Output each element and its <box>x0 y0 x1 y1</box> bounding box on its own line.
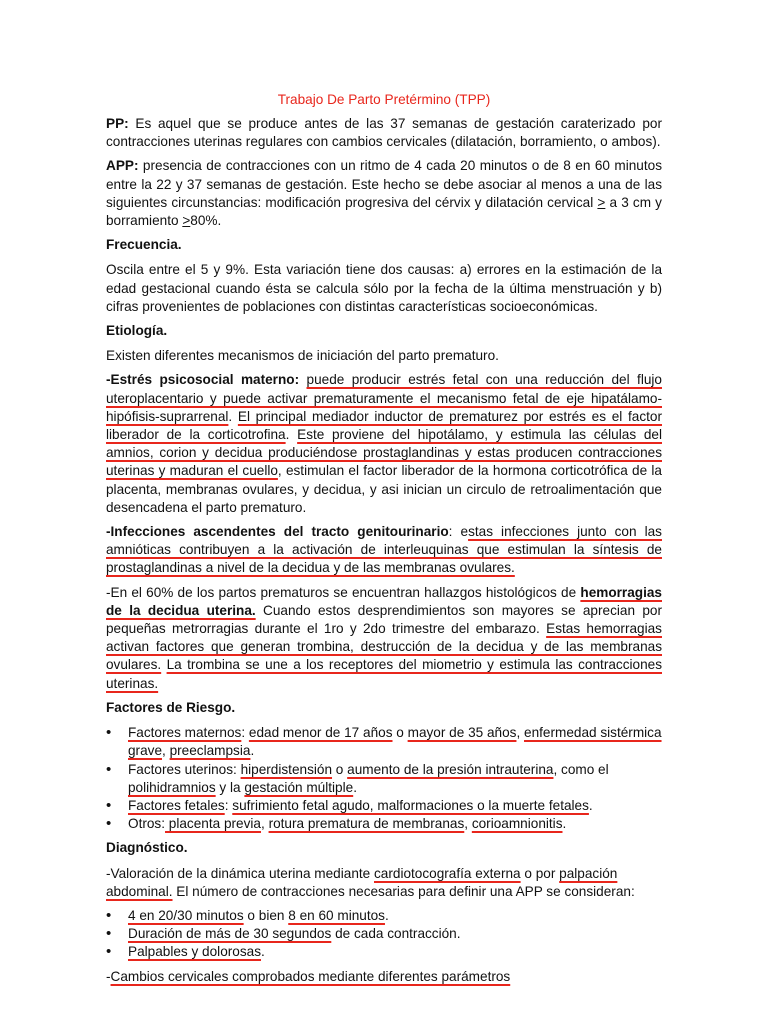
underlined-text: placenta previa <box>165 816 261 832</box>
text-span: , como el <box>553 761 609 777</box>
underlined-text: gestación múltiple <box>244 779 354 795</box>
underlined-text: Palpables y dolorosas <box>128 944 261 960</box>
list-item <box>128 925 662 943</box>
underlined-text: cardiotocografía externa <box>374 865 521 881</box>
underlined-text: mayor de 35 años <box>407 725 517 741</box>
underlined-text: hiperdistensión <box>240 761 333 777</box>
ge-symbol: > <box>182 213 191 229</box>
list-item <box>128 815 662 833</box>
pp-text: Es aquel que se produce antes de las 37 semanas de gestación caraterizado por contracciones uterinas regulares con cambios cervicales (dilatación, borramiento, o ambos). <box>106 116 662 150</box>
list-item <box>128 761 662 797</box>
diagnostico-list <box>106 907 662 962</box>
text-span: El número de contracciones necesarias para definir una APP se consideran: <box>172 883 635 899</box>
app-text: 80%. <box>190 213 222 229</box>
text-span: de cada contracción. <box>331 926 461 942</box>
text-span <box>299 372 306 387</box>
list-item <box>128 724 662 760</box>
underlined-text: aumento de la presión intrauterina <box>347 761 554 777</box>
app-text: presencia de contracciones con un ritmo de 4 cada 20 minutos o de 8 en 60 minutos entre la 22 y 37 semanas de gestación. Este hecho se debe asociar al menos a una de las siguientes circunstancias: modificación progresiva del cérvix y dilatación cervical <box>106 158 662 210</box>
text-span: y la <box>215 779 245 795</box>
underlined-text: palpación abdominal. <box>106 865 618 899</box>
hemorragias-bold: hemorragias de la decidua uterina. <box>106 584 662 618</box>
text-span: , <box>464 816 472 832</box>
underlined-text: polihidramnios <box>128 779 216 795</box>
infecciones-label: -Infecciones ascendentes del tracto genitourinario <box>106 524 449 540</box>
app-label: APP: <box>106 158 139 174</box>
estres-label: -Estrés psicosocial materno: <box>106 372 300 388</box>
frecuencia-heading: Frecuencia. <box>106 237 182 253</box>
list-item <box>128 907 662 925</box>
list-item <box>128 943 662 961</box>
underlined-text: Factores fetales <box>128 797 225 813</box>
text-span: Otros: <box>128 816 166 832</box>
text-span: . <box>228 408 238 424</box>
text-span: , <box>261 816 269 832</box>
app-text: a 3 cm y borramiento <box>106 194 662 229</box>
text-span: o bien <box>243 907 289 923</box>
text-span: o <box>332 761 348 777</box>
document-title: Trabajo De Parto Pretérmino (TPP) <box>277 92 491 107</box>
text-span: o por <box>520 865 560 881</box>
app-definition <box>106 157 662 230</box>
text-span: - <box>106 968 111 984</box>
ge-symbol: > <box>597 194 606 210</box>
underlined-text: sufrimiento fetal agudo, malformaciones o la muerte fetales <box>232 797 589 813</box>
underlined-text: Factores maternos <box>128 725 242 741</box>
diagnostico-heading: Diagnóstico. <box>106 840 188 856</box>
text-span: : e <box>448 524 469 540</box>
text-span: , estimulan el factor liberador de la hormona corticotrófica de la placenta, membranas ovulares, y decidua, y asi inician un circulo de retroalimentación que desencadena el parto prematuro. <box>106 463 662 515</box>
underlined-text: Cambios cervicales comprobados mediante diferentes parámetros <box>110 968 511 984</box>
frecuencia-text: Oscila entre el 5 y 9%. Esta variación tiene dos causas: a) errores en la estimación de la edad gestacional cuando ésta se calcula sólo por la fecha de la última menstruación y b) cifras provenientes de poblaciones con distintas características socioeconómicas. <box>106 262 662 314</box>
text-span: . <box>285 427 298 443</box>
etiologia-heading: Etiología. <box>106 323 168 339</box>
pp-definition <box>106 115 662 151</box>
underlined-text: 8 en 60 minutos <box>288 907 385 923</box>
text-span: Cuando estos desprendimientos son mayores se aprecian por pequeñas metrorragias durante el 1ro y 2do trimestre del embarazo. <box>106 602 662 637</box>
underlined-text: Estas hemorragias activan factores que generan trombina, destrucción de la decidua y de las membranas ovulares. <box>106 621 662 673</box>
underlined-text: El principal mediador inductor de prematurez por estrés es el factor liberador de la corticotrofina <box>106 408 662 443</box>
text-span: . <box>588 797 593 813</box>
underlined-text: 4 en 20/30 minutos <box>128 907 244 923</box>
text-span: . <box>562 816 567 832</box>
text-span: . <box>384 907 389 923</box>
underlined-text: enfermedad sistérmica grave <box>128 725 662 759</box>
text-span: o <box>392 725 408 741</box>
text-span: , <box>162 743 170 759</box>
list-item <box>128 797 662 815</box>
pp-label: PP: <box>106 116 129 131</box>
underlined-text: puede producir estrés fetal con una reducción del flujo uteroplacentario y puede activar prematuramente el mecanismo fetal de eje hipatálamo-hipófisis-suprarrenal <box>106 372 662 424</box>
underlined-text: edad menor de 17 años <box>248 725 393 741</box>
underlined-text: rotura prematura de membranas <box>268 816 465 832</box>
text-span: . <box>250 743 255 759</box>
text-span: : <box>241 725 249 741</box>
underlined-text: preeclampsia <box>169 743 251 759</box>
text-span: -Valoración de la dinámica uterina mediante <box>106 865 374 881</box>
estres-paragraph <box>106 371 662 517</box>
infecciones-paragraph <box>106 523 662 578</box>
underlined-text: Este proviene del hipotálamo, y estimula las células del amnios, corion y decidua produciéndose prostaglandinas y estas producen contracciones uterinas y maduran el cuello <box>106 427 662 479</box>
text-span: Factores uterinos: <box>128 761 241 777</box>
underlined-text: La trombina se une a los receptores del miometrio y estimula las contracciones uterinas. <box>106 657 662 691</box>
text-span: , <box>516 725 525 741</box>
underlined-text: stas infecciones junto con las amnióticas contribuyen a la activación de interleuquinas que estimulan la síntesis de prostaglandinas a nivel de la decidua y de las membranas ovulares. <box>106 524 662 576</box>
etiologia-intro: Existen diferentes mecanismos de iniciación del parto prematuro. <box>106 348 499 364</box>
factores-heading: Factores de Riesgo. <box>106 699 236 715</box>
text-span: . <box>353 779 357 795</box>
underlined-text: Duración de más de 30 segundos <box>128 926 332 942</box>
cambios-cervicales-paragraph <box>106 968 662 986</box>
underlined-text: corioamnionitis <box>471 816 563 832</box>
text-span: -En el 60% de los partos prematuros se encuentran hallazgos histológicos de <box>106 584 581 600</box>
factores-list <box>106 724 662 833</box>
diagnostico-paragraph <box>106 865 662 901</box>
text-span: : <box>224 797 233 813</box>
text-span: . <box>261 944 265 960</box>
hemorragias-paragraph <box>106 584 662 693</box>
